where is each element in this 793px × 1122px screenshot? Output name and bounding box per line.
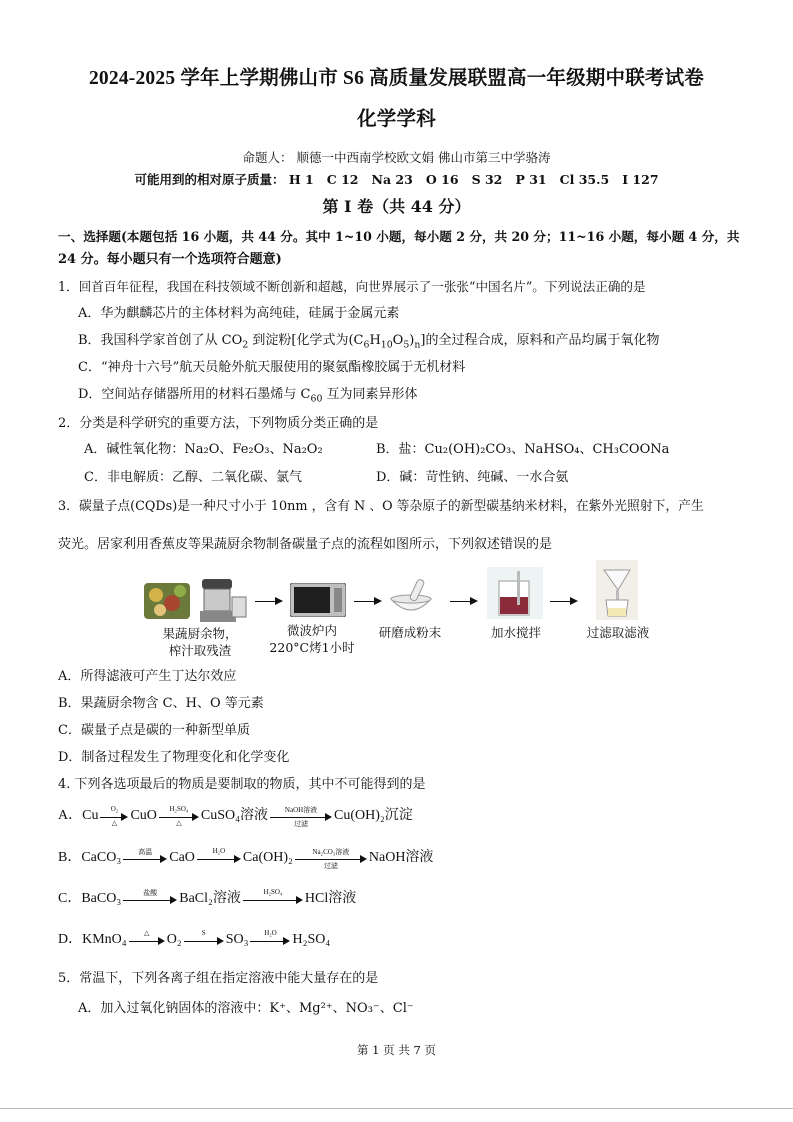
subject-title: 化学学科 xyxy=(357,109,436,130)
section-instruction-1: 一、选择题(本题包括 16 小题，共 44 分。其中 1~10 小题，每小题 2 分，共 20 分；11~16 小题，每小题 4 分，共 xyxy=(58,229,740,244)
reaction-arrow xyxy=(243,887,303,906)
q5-stem: 5．常温下，下列各离子组在指定溶液中能大量存在的是 xyxy=(58,971,379,986)
substance: NaOH溶液 xyxy=(368,850,434,865)
substance: Cu xyxy=(82,808,99,823)
substance: HCl溶液 xyxy=(304,891,357,906)
condition: △ xyxy=(111,818,118,827)
q4-option-c xyxy=(58,887,356,907)
substance: O₂ xyxy=(166,932,182,947)
q3-stem-2: 荧光。居家利用香蕉皮等果蔬厨余物制备碳量子点的流程如图所示，下列叙述错误的是 xyxy=(58,537,553,552)
q3-option-d: D．制备过程发生了物理变化和化学变化 xyxy=(58,750,290,765)
condition: S xyxy=(201,928,206,937)
q1-option-d: D．空间站存储器所用的材料石墨烯与 $C_{60}$ 互为同素异形体 xyxy=(78,387,418,405)
flow-caption-text: 微波炉内 220°C烤1小时 xyxy=(269,623,355,655)
reaction-arrow xyxy=(123,847,167,865)
condition: 过滤 xyxy=(323,861,338,870)
condition: NaOH溶液 xyxy=(284,805,318,814)
filter-image xyxy=(596,560,638,620)
condition: H₂SO₄ xyxy=(169,804,189,813)
exam-title: 2024-2025 学年上学期佛山市 S6 高质量发展联盟高一年级期中联考试卷 xyxy=(88,68,704,89)
q4-option-a xyxy=(58,804,413,828)
q2-stem: 2．分类是科学研究的重要方法，下列物质分类正确的是 xyxy=(58,416,379,431)
kitchen-waste-image xyxy=(144,577,248,623)
q4-option-d xyxy=(58,928,330,948)
reaction-arrow xyxy=(129,928,165,947)
atomic-mass-na: Na 23 xyxy=(371,172,413,187)
substance: Cu(OH)₂沉淀 xyxy=(334,808,413,823)
q2-option-a: A．碱性氧化物：Na₂O、Fe₂O₃、Na₂O₂ xyxy=(84,442,323,457)
q3-option-c: C．碳量子点是碳的一种新型单质 xyxy=(58,723,250,738)
flow-caption-3: 研磨成粉末 xyxy=(378,625,442,640)
condition: O₂ xyxy=(110,804,119,813)
page-number: 第 1 页 共 7 页 xyxy=(357,1043,436,1057)
q1-option-b: B．我国科学家首创了从 $CO_2$ 到淀粉[化学式为$(C_6H_{10}O_5)_n$]的全过程合成，原料和产品均属于氧化物 xyxy=(78,333,660,351)
q1-b-part: 到淀粉[化学式为(C xyxy=(248,333,364,348)
reaction-arrow xyxy=(270,805,332,828)
reaction-arrow xyxy=(100,804,128,827)
flow-caption-4: 加水搅拌 xyxy=(490,625,541,640)
reaction-arrow xyxy=(184,928,224,947)
condition: △ xyxy=(176,818,182,827)
condition: 过滤 xyxy=(294,819,309,828)
condition: H₂SO₄ xyxy=(263,887,283,896)
q1-b-part: ) xyxy=(409,333,415,348)
substance: KMnO₄ xyxy=(82,932,127,947)
substance: CuO xyxy=(130,808,157,823)
reaction-arrow xyxy=(250,928,290,947)
substance: CaCO₃ xyxy=(81,850,122,865)
substance: CuSO₄溶液 xyxy=(200,808,269,823)
flow-arrow xyxy=(550,601,576,602)
q3-option-a: A．所得滤液可产生丁达尔效应 xyxy=(58,669,237,684)
substance: H₂SO₄ xyxy=(292,932,331,947)
condition: H₂O xyxy=(264,928,277,937)
flow-caption-1 xyxy=(148,625,252,659)
flow-caption-5: 过滤取滤液 xyxy=(586,625,650,640)
atomic-masses xyxy=(0,170,793,188)
q1-option-a: A．华为麒麟芯片的主体材料为高纯硅，硅属于金属元素 xyxy=(78,306,400,321)
q1-b-part: ]的全过程合成，原料和产品均属于氧化物 xyxy=(420,333,660,348)
footer-divider xyxy=(0,1108,793,1109)
q2-option-c: C．非电解质：乙醇、二氧化碳、氯气 xyxy=(84,470,302,485)
reaction-arrow xyxy=(197,846,241,865)
substance: BaCl₂溶液 xyxy=(179,891,241,906)
microwave-image xyxy=(290,583,346,617)
atomic-mass-c: C 12 xyxy=(326,172,359,187)
q1-d-part: D．空间站存储器所用的材料石墨烯与 C xyxy=(78,387,311,402)
q4-stem: 4. 下列各选项最后的物质是要制取的物质，其中不可能得到的是 xyxy=(58,777,426,792)
q5-option-a: A．加入过氧化钠固体的溶液中：K⁺、Mg²⁺、NO₃⁻、Cl⁻ xyxy=(78,1001,414,1016)
flow-arrow xyxy=(255,601,281,602)
substance: SO₃ xyxy=(225,932,249,947)
atomic-mass-cl: Cl 35.5 xyxy=(559,172,610,187)
substance: Ca(OH)₂ xyxy=(242,850,293,865)
q3-option-b: B．果蔬厨余物含 C、H、O 等元素 xyxy=(58,696,264,711)
condition: 盐酸 xyxy=(143,888,158,897)
substance: BaCO₃ xyxy=(81,891,122,906)
reaction-arrow xyxy=(295,847,367,870)
atomic-mass-s: S 32 xyxy=(471,172,503,187)
condition: Na₂CO₃溶液 xyxy=(312,847,350,856)
atomic-mass-i: I 127 xyxy=(622,172,659,187)
q1-b-part: B．我国科学家首创了从 CO xyxy=(78,333,243,348)
substance: CaO xyxy=(169,850,195,865)
beaker-image xyxy=(487,567,543,619)
reaction-arrow xyxy=(123,888,177,906)
flow-arrow xyxy=(450,601,476,602)
flow-caption-text: 果蔬厨余物， 榨汁取残渣 xyxy=(162,626,238,658)
condition: 高温 xyxy=(138,847,153,856)
option-label: D． xyxy=(58,932,83,947)
condition: △ xyxy=(143,928,150,937)
q1-d-part: 互为同素异形体 xyxy=(322,387,418,402)
section-title: 第 I 卷（共 44 分） xyxy=(322,197,471,216)
atomic-masses-label: 可能用到的相对原子质量： xyxy=(134,172,285,187)
reaction-arrow xyxy=(159,804,199,827)
flow-arrow xyxy=(354,601,380,602)
q4-option-b xyxy=(58,846,434,870)
option-label: C． xyxy=(58,891,82,906)
authors: 命题人： 顺德一中西南学校欧文娟 佛山市第三中学骆涛 xyxy=(242,150,551,165)
condition: H₂O xyxy=(212,846,226,855)
option-label: B． xyxy=(58,850,82,865)
mortar-image xyxy=(388,577,434,619)
q2-option-b: B．盐：Cu₂(OH)₂CO₃、NaHSO₄、CH₃COONa xyxy=(376,442,670,457)
q3-stem-1: 3．碳量子点(CQDs)是一种尺寸小于 10nm ，含有 N 、O 等杂原子的新型碳基纳米材料，在紫外光照射下，产生 xyxy=(58,499,704,514)
atomic-mass-p: P 31 xyxy=(515,172,547,187)
option-label: A． xyxy=(58,808,83,823)
section-instruction-2: 24 分。每小题只有一个选项符合题意) xyxy=(58,252,282,267)
q1-stem: 1．回首百年征程，我国在科技领域不断创新和超越，向世界展示了一张张“中国名片”。下列说法正确的是 xyxy=(58,279,646,294)
atomic-mass-o: O 16 xyxy=(425,172,459,187)
q1-option-c: C．“神舟十六号”航天员舱外航天服使用的聚氨酯橡胶属于无机材料 xyxy=(78,360,466,375)
atomic-mass-h: H 1 xyxy=(288,172,314,187)
q2-option-d: D．碱：苛性钠、纯碱、一水合氨 xyxy=(376,470,569,485)
flow-caption-2 xyxy=(262,622,362,656)
